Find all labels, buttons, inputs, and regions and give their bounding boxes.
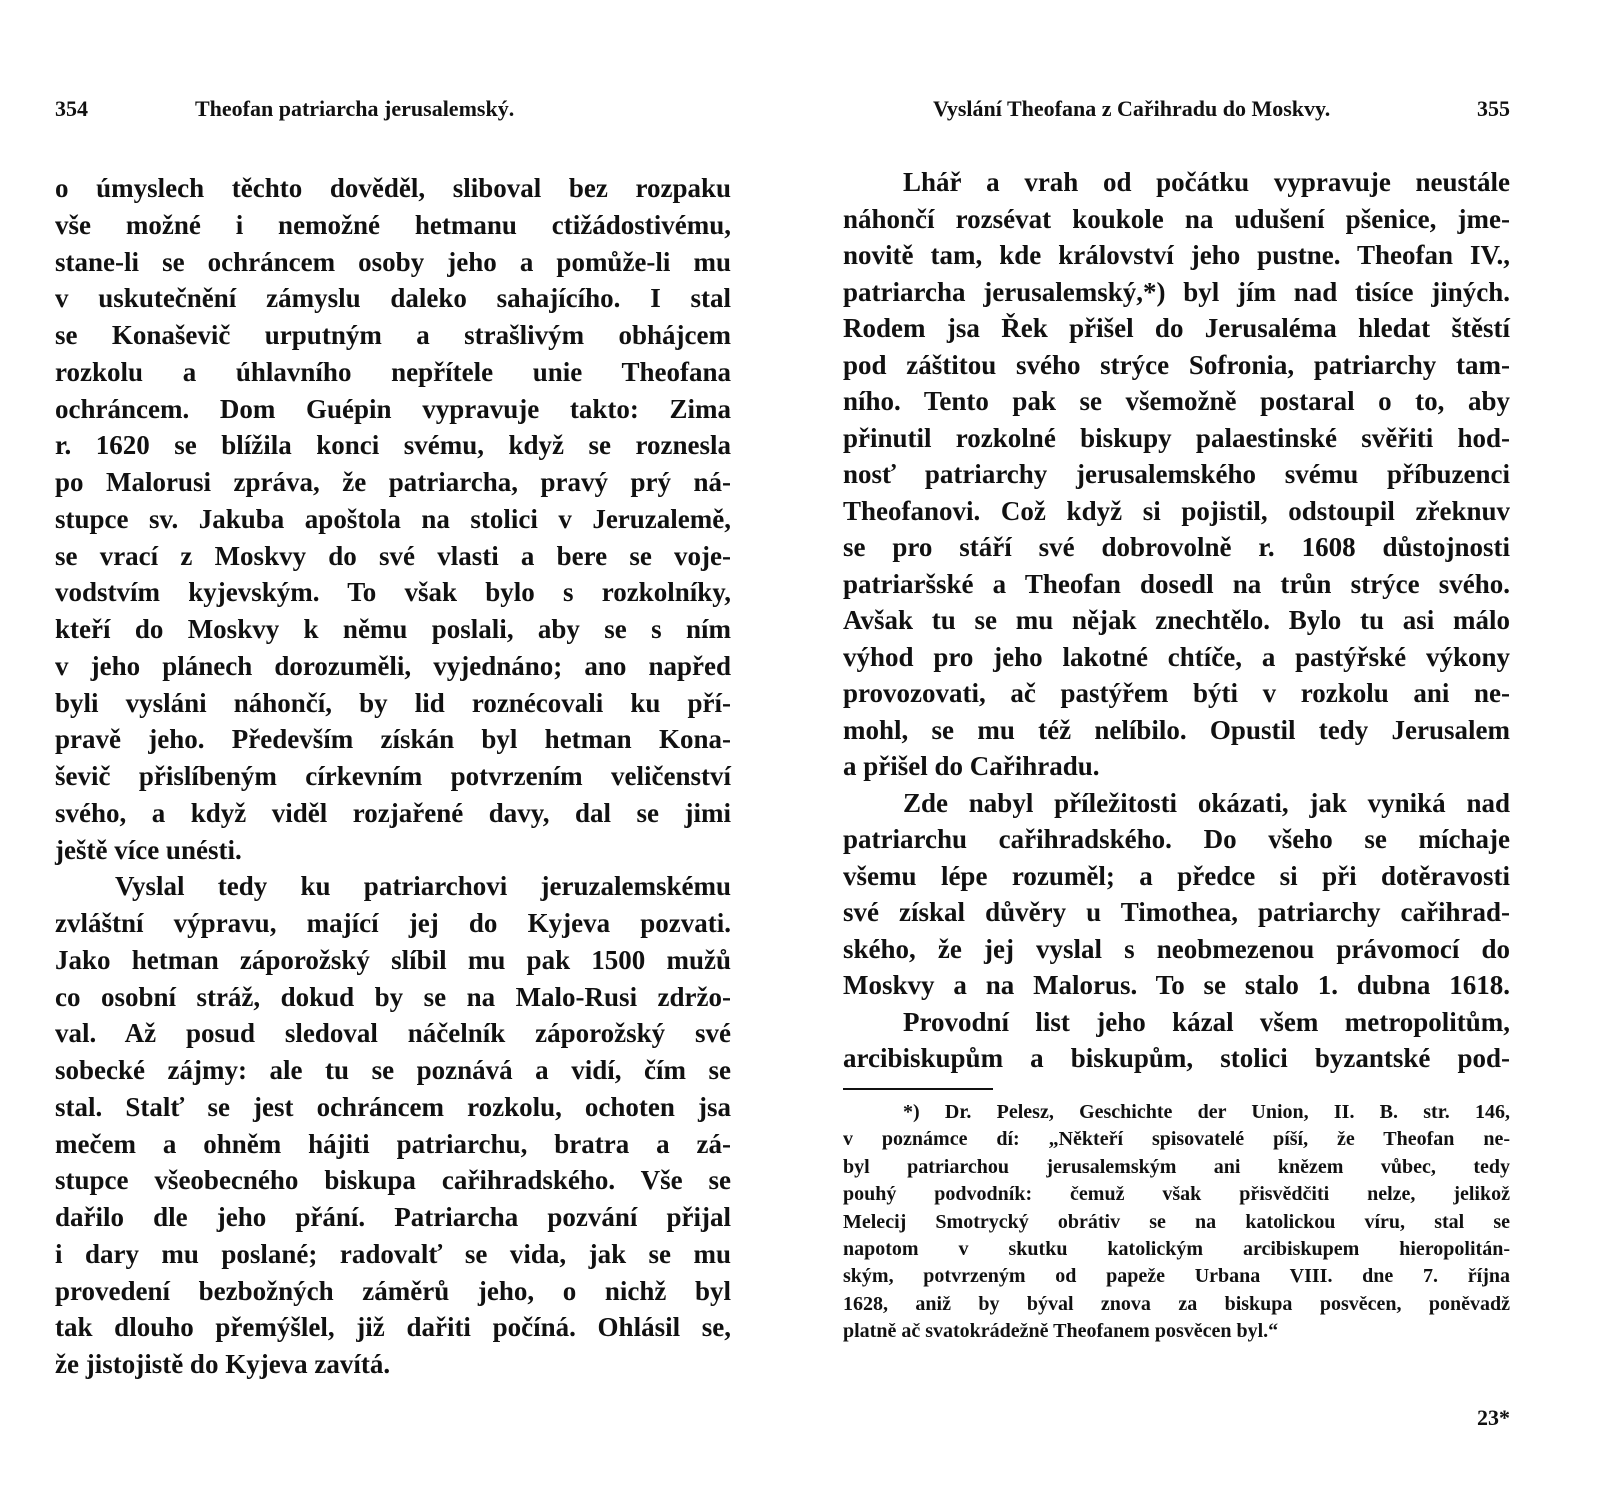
- text-line: 1628, aniž by býval znova za biskupa posvěcen, poněvadž: [843, 1292, 1510, 1315]
- text-line: provedení bezbožných záměrů jeho, o nichž byl: [55, 1275, 731, 1306]
- text-line: se vrací z Moskvy do své vlasti a bere se voje-: [55, 540, 731, 571]
- text-line: v uskutečnění zámyslu daleko sahajícího. I stal: [55, 283, 731, 314]
- text-line: Avšak tu se mu nějak znechtělo. Bylo tu asi málo: [843, 605, 1510, 635]
- footnote-divider: [843, 1088, 993, 1090]
- text-line: stane-li se ochráncem osoby jeho a pomůže-li mu: [55, 246, 731, 277]
- text-line: stal. Stalť se jest ochráncem rozkolu, ochoten jsa: [55, 1091, 731, 1122]
- text-line: arcibiskupům a biskupům, stolici byzantské pod-: [843, 1043, 1510, 1073]
- text-line: tak dlouho přemýšlel, již dařiti počíná. Ohlásil se,: [55, 1312, 731, 1343]
- text-line: Moskvy a na Malorus. To se stalo 1. dubna 1618.: [843, 970, 1510, 1000]
- text-line: vše možné i nemožné hetmanu ctižádostivému,: [55, 209, 731, 240]
- page-number: 355: [1477, 96, 1510, 121]
- text-line: ního. Tento pak se všemožně postaral o to, aby: [843, 386, 1510, 416]
- text-line: se pro stáří své dobrovolně r. 1608 důstojnosti: [843, 532, 1510, 562]
- text-line: novitě tam, kde království jeho pustne. Theofan IV.,: [843, 240, 1510, 270]
- text-line: v poznámce dí: „Někteří spisovatelé píší, že Theofan ne-: [843, 1128, 1510, 1151]
- text-line: po Malorusi zpráva, že patriarcha, pravý prý ná-: [55, 467, 731, 497]
- text-line: přinutil rozkolné biskupy palaestinské svěřiti hod-: [843, 422, 1510, 453]
- text-line: pravě jeho. Především získán byl hetman Kona-: [55, 724, 731, 755]
- text-line: Melecij Smotrycký obrátiv se na katolickou víru, stal se: [843, 1210, 1510, 1233]
- text-line: o úmyslech těchto dověděl, sliboval bez rozpaku: [55, 173, 731, 203]
- text-line: mohl, se mu též nelíbilo. Opustil tedy Jerusalem: [843, 714, 1510, 745]
- page-number: 354: [55, 96, 88, 121]
- text-line: všemu lépe rozuměl; a předce si při dotěravosti: [843, 860, 1510, 891]
- text-line: vodstvím kyjevským. To však bylo s rozkolníky,: [55, 577, 731, 608]
- text-line: r. 1620 se blížila konci svému, když se roznesla: [55, 430, 731, 461]
- text-line: ským, potvrzeným od papeže Urbana VIII. dne 7. října: [843, 1265, 1510, 1288]
- text-line: ševič přislíbeným církevním potvrzením veličenství: [55, 761, 731, 791]
- text-line: stupce všeobecného biskupa cařihradského. Vše se: [55, 1165, 731, 1196]
- text-line: a přišel do Cařihradu.: [843, 751, 1100, 781]
- text-line: dařilo dle jeho přání. Patriarcha pozvání přijal: [55, 1202, 731, 1232]
- text-line: Rodem jsa Řek přišel do Jerusaléma hledat štěstí: [843, 313, 1510, 343]
- text-line: Jako hetman záporožský slíbil mu pak 1500 mužů: [55, 944, 731, 975]
- text-line: *) Dr. Pelesz, Geschichte der Union, II. B. str. 146,: [903, 1101, 1510, 1123]
- text-line: svého, a když viděl rozjařené davy, dal se jimi: [55, 797, 731, 828]
- text-line: sobecké zájmy: ale tu se poznává a vidí, čím se: [55, 1055, 731, 1085]
- running-head: Theofan patriarcha jerusalemský.: [195, 96, 515, 121]
- text-line: Lhář a vrah od počátku vypravuje neustále: [903, 167, 1510, 197]
- text-line: pod záštitou svého strýce Sofronia, patriarchy tam-: [843, 349, 1510, 380]
- text-line: platně ač svatokrádežně Theofanem posvěcen byl.“: [843, 1320, 1279, 1343]
- text-line: patriarchu cařihradského. Do všeho se míchaje: [843, 824, 1510, 854]
- text-line: v jeho plánech dorozuměli, vyjednáno; ano napřed: [55, 650, 731, 681]
- text-line: stupce sv. Jakuba apoštola na stolici v Jeruzalemě,: [55, 503, 731, 534]
- text-line: napotom v skutku katolickým arcibiskupem hieropolitán-: [843, 1238, 1510, 1260]
- text-line: i dary mu poslané; radovalť se vida, jak se mu: [55, 1238, 731, 1269]
- text-line: Zde nabyl příležitosti okázati, jak vyniká nad: [903, 787, 1510, 818]
- text-line: pouhý podvodník: čemuž však přisvědčiti nelze, jelikož: [843, 1183, 1510, 1206]
- text-line: co osobní stráž, dokud by se na Malo-Rusi zdržo-: [55, 981, 731, 1012]
- text-line: byli vysláni náhončí, by lid roznécovali ku pří-: [55, 687, 731, 718]
- text-line: ochráncem. Dom Guépin vypravuje takto: Zima: [55, 393, 731, 424]
- text-line: ještě více unésti.: [55, 834, 242, 865]
- text-line: nosť patriarchy jerusalemského svému příbuzenci: [843, 459, 1510, 489]
- text-line: se Konaševič urputným a strašlivým obhájcem: [55, 320, 731, 350]
- text-line: zvláštní výpravu, mající jej do Kyjeva pozvati.: [55, 908, 731, 938]
- running-head: Vyslání Theofana z Cařihradu do Moskvy.: [933, 96, 1331, 121]
- text-line: kteří do Moskvy k němu poslali, aby se s ním: [55, 614, 731, 644]
- text-line: val. Až posud sledoval náčelník záporožský své: [55, 1018, 731, 1049]
- text-line: rozkolu a úhlavního nepřítele unie Theofana: [55, 356, 731, 387]
- text-line: výhod pro jeho lakotné chtíče, a pastýřské výkony: [843, 641, 1510, 672]
- text-line: byl patriarchou jerusalemským ani knězem vůbec, tedy: [843, 1155, 1510, 1178]
- text-line: provozovati, ač pastýřem býti v rozkolu ani ne-: [843, 678, 1510, 708]
- text-line: patriaršské a Theofan dosedl na trůn strýce svého.: [843, 568, 1510, 599]
- text-line: patriarcha jerusalemský,*) byl jím nad tisíce jiných.: [843, 276, 1510, 307]
- text-line: mečem a ohněm hájiti patriarchu, bratra a zá-: [55, 1128, 731, 1159]
- signature-mark: 23*: [1477, 1405, 1510, 1430]
- text-line: Theofanovi. Což když si pojistil, odstoupil zřeknuv: [843, 495, 1510, 526]
- text-line: ského, že jej vyslal s neobmezenou právomocí do: [843, 933, 1510, 964]
- text-line: náhončí rozsévat koukole na udušení pšenice, jme-: [843, 203, 1510, 234]
- text-line: Provodní list jeho kázal všem metropolitům,: [903, 1006, 1510, 1037]
- text-line: své získal důvěry u Timothea, patriarchy cařihrad-: [843, 897, 1510, 927]
- text-line: Vyslal tedy ku patriarchovi jeruzalemskému: [115, 871, 731, 902]
- text-line: že jistojistě do Kyjeva zavítá.: [55, 1349, 391, 1379]
